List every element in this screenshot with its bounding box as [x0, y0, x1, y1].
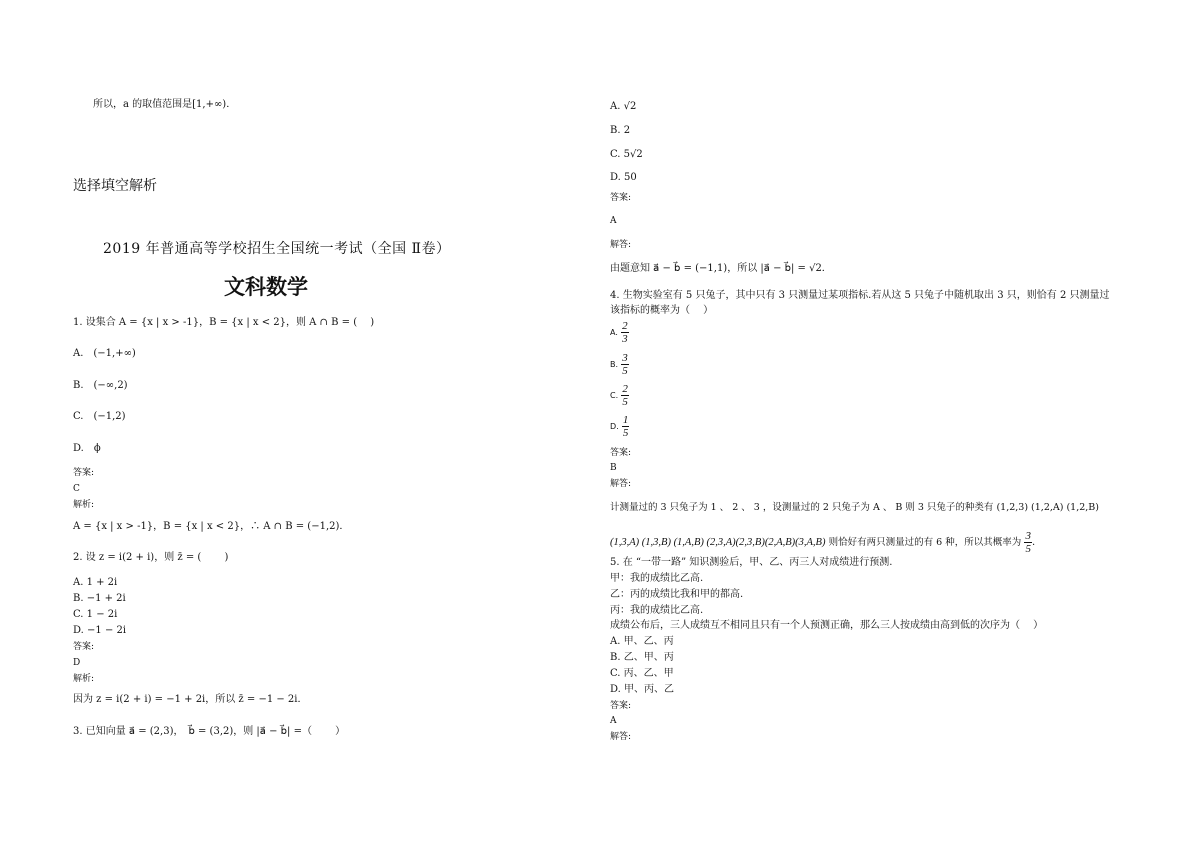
denominator: 5: [622, 427, 629, 439]
q5-answer: A: [610, 716, 617, 726]
denominator: 5: [622, 396, 628, 408]
q2-option-a: A. 1 + 2i: [73, 577, 118, 588]
q5-answer-label: 答案:: [610, 701, 632, 711]
section-title: 选择填空解析: [73, 178, 157, 194]
q2-analysis: 因为 z = i(2 + i) = −1 + 2i，所以 z̄ = −1 − 2i．: [73, 694, 308, 705]
q3-stem: 3. 已知向量 a⃗ = (2,3)， b⃗ = (3,2)，则 |a⃗ − b⃗| =（ ）: [73, 726, 346, 737]
q1-option-c: C. (−1,2): [73, 411, 126, 422]
q4-sample-space-cont: (1,3,A) (1,3,B) (1,A,B) (2,3,A)(2,3,B)(2,A,B)(3,A,B): [610, 537, 826, 548]
q3-analysis-label: 解答:: [610, 240, 632, 250]
numerator: 3: [1025, 530, 1031, 542]
exam-title: 2019 年普通高等学校招生全国统一考试（全国 Ⅱ卷）: [103, 241, 451, 257]
q4-option-a-fraction: [621, 320, 629, 345]
q1-analysis-label: 解析:: [73, 500, 95, 510]
q5-question: 成绩公布后，三人成绩互不相同且只有一个人预测正确，那么三人按成绩由高到低的次序为（ ）: [610, 620, 1044, 631]
q5-option-b: B. 乙、甲、丙: [610, 652, 674, 663]
q4-analysis-label: 解答:: [610, 479, 632, 489]
q4-stem-line1: 4. 生物实验室有 5 只兔子，其中只有 3 只测量过某项指标.若从这 5 只兔子中随机取出 3 只，则恰有 2 只测量过: [610, 290, 1110, 301]
denominator: 5: [1025, 543, 1031, 555]
q4-option-c-letter: C.: [610, 391, 619, 400]
q2-stem: 2. 设 z = i(2 + i)，则 z̄ = ( ): [73, 552, 229, 563]
q3-option-c: C. 5√2: [610, 149, 643, 160]
q4-option-b-letter: B.: [610, 360, 619, 369]
numerator: 2: [622, 383, 628, 395]
q4-analysis-line1: 计测量过的 3 只兔子为 1 、 2 、 3 ，设测量过的 2 只兔子为 A 、 B 则 3 只兔子的种类有 (1,2,3) (1,2,A) (1,2,B): [610, 502, 1099, 513]
q5-prediction-jia: 甲：我的成绩比乙高.: [610, 573, 704, 584]
q4-option-a-letter: A.: [610, 328, 618, 337]
q5-option-d: D. 甲、丙、乙: [610, 684, 675, 695]
denominator: 3: [622, 333, 628, 345]
q2-option-c: C. 1 − 2i: [73, 609, 118, 620]
q5-analysis-label: 解答:: [610, 732, 632, 742]
q5-option-a: A. 甲、乙、丙: [610, 636, 674, 647]
q3-option-b: B. 2: [610, 125, 631, 136]
q2-answer: D: [73, 658, 81, 668]
q3-answer-label: 答案:: [610, 193, 632, 203]
q2-option-b: B. −1 + 2i: [73, 593, 126, 604]
numerator: 3: [622, 352, 628, 364]
q4-answer-label: 答案:: [610, 448, 632, 458]
numerator: 1: [622, 414, 629, 426]
q1-option-b: B. (−∞,2): [73, 380, 128, 391]
q3-answer: A: [610, 216, 617, 226]
q5-option-c: C. 丙、乙、甲: [610, 668, 674, 679]
q4-option-c: [610, 383, 629, 408]
q4-stem-line2: 该指标的概率为（ ）: [610, 305, 714, 316]
q2-analysis-label: 解析:: [73, 674, 95, 684]
denominator: 5: [622, 365, 628, 377]
intro-conclusion-line: 所以，a 的取值范围是[1,+∞)．: [93, 99, 237, 110]
q4-option-d: [610, 414, 629, 439]
q4-option-b-fraction: [621, 352, 629, 377]
q4-analysis-line2: [610, 530, 1035, 555]
q1-stem: 1. 设集合 A = {x | x > -1}，B = {x | x < 2}，则 A ∩ B = ( ): [73, 317, 375, 328]
q4-option-d-fraction: [622, 414, 630, 439]
q1-option-a: A. (−1,+∞): [73, 348, 136, 359]
q1-option-d: D. ϕ: [73, 443, 101, 454]
q5-prediction-bing: 丙：我的成绩比乙高.: [610, 605, 704, 616]
right-page-column: [600, 0, 1200, 849]
q5-prediction-yi: 乙：丙的成绩比我和甲的都高.: [610, 589, 744, 600]
q1-analysis: A = {x | x > -1}，B = {x | x < 2}，∴ A ∩ B = (−1,2)．: [73, 521, 350, 532]
q3-option-a: A. √2: [610, 101, 637, 112]
q2-answer-label: 答案:: [73, 642, 95, 652]
q4-conclusion-end: .: [1031, 537, 1036, 548]
q5-stem: 5. 在 “一带一路” 知识测验后，甲、乙、丙三人对成绩进行预测.: [610, 557, 893, 568]
q4-option-a: [610, 320, 629, 345]
q2-option-d: D. −1 − 2i: [73, 625, 127, 636]
q3-option-d: D. 50: [610, 172, 637, 183]
subject-title: 文科数学: [224, 275, 308, 299]
q1-answer-label: 答案:: [73, 468, 95, 478]
q4-option-d-letter: D.: [610, 422, 619, 431]
q4-option-c-fraction: [621, 383, 629, 408]
q4-probability-fraction: [1024, 530, 1032, 555]
q4-answer: B: [610, 463, 617, 473]
q4-conclusion: 则恰好有两只测量过的有 6 种，所以其概率为: [828, 537, 1022, 548]
q3-analysis: 由题意知 a⃗ − b⃗ = (−1,1)，所以 |a⃗ − b⃗| = √2．: [610, 263, 832, 274]
numerator: 2: [622, 320, 628, 332]
q4-option-b: [610, 352, 629, 377]
q1-answer: C: [73, 484, 80, 494]
